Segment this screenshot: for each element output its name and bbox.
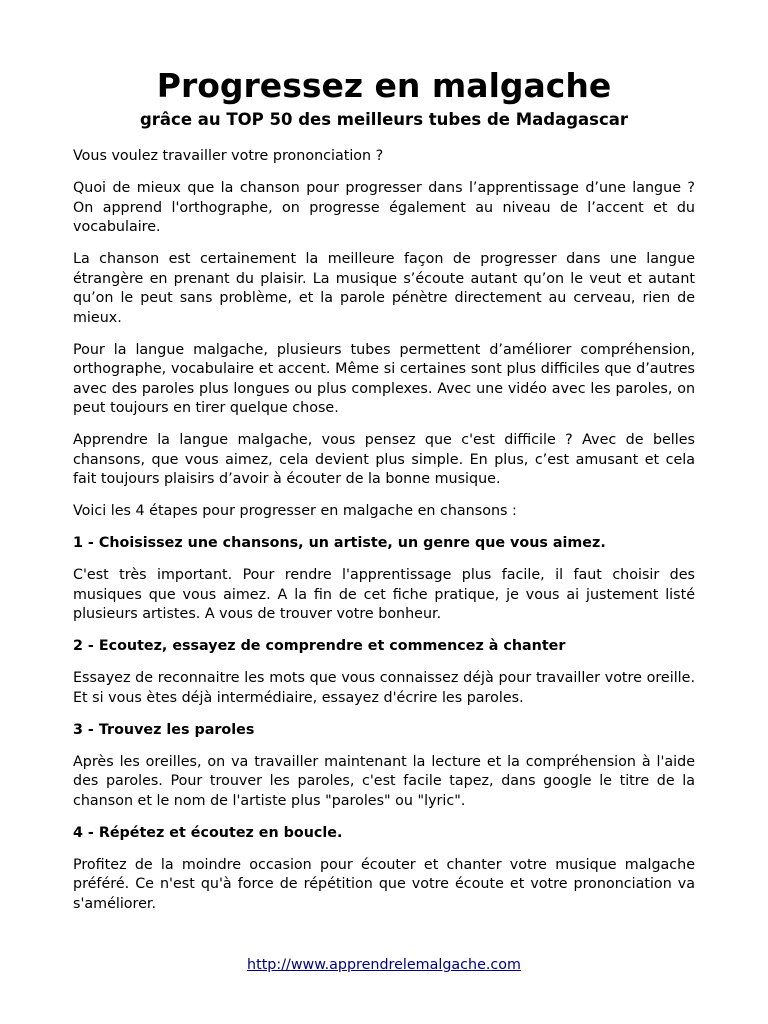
step-2-text: Essayez de reconnaitre les mots que vous connaissez déjà pour travailler votre oreille. Et si vous ètes déjà intermédiaire, essayez d'écrire les paroles. [73, 670, 695, 706]
page-title: Progressez en malgache [156, 66, 612, 105]
step-4-heading: 4 - Répétez et écoutez en boucle. [73, 824, 343, 841]
intro-paragraph-3: La chanson est certainement la meilleure façon de progresser dans une langue étrangère en prenant du plaisir. La musique s’écoute autant qu’on le veut et autant qu’on le peut sans problème, et la parole pénètre directement au cerveau, rien de mieux. [73, 251, 695, 326]
document-page [73, 62, 695, 927]
page-footer [0, 956, 768, 974]
step-3-text: Après les oreilles, on va travailler maintenant la lecture et la compréhension à l'aide des paroles. Pour trouver les paroles, c'est facile tapez, dans google le titre de la chanson et le nom de l'artiste plus "paroles" ou "lyric". [73, 753, 695, 809]
step-2-heading: 2 - Ecoutez, essayez de comprendre et commencez à chanter [73, 638, 566, 654]
intro-paragraph-2: Quoi de mieux que la chanson pour progresser dans l’apprentissage d’une langue ? On apprend l'orthographe, on progresse également au niveau de l’accent et du vocabulaire. [73, 180, 695, 235]
step-4-text: Profitez de la moindre occasion pour écouter et chanter votre musique malgache préféré. Ce n'est qu'à force de répétition que votre écoute et votre prononciation va s'améliorer. [73, 856, 695, 912]
intro-paragraph-4: Pour la langue malgache, plusieurs tubes permettent d’améliorer compréhension, orthographe, vocabulaire et accent. Même si certaines sont plus difficiles que d’autres avec des paroles plus longues ou plus complexes. Avec une vidéo avec les paroles, on peut toujours en tirer quelque chose. [73, 341, 695, 416]
intro-paragraph-1: Vous voulez travailler votre prononciation ? [73, 148, 384, 164]
step-3-heading: 3 - Trouvez les paroles [73, 721, 255, 738]
step-1-text: C'est très important. Pour rendre l'apprentissage plus facile, il faut choisir des musiques que vous aimez. A la fin de cet fiche pratique, je vous ai justement listé plusieurs artistes. A vous de trouver votre bonheur. [73, 567, 695, 622]
page-subtitle: grâce au TOP 50 des meilleurs tubes de Madagascar [139, 110, 629, 129]
steps-intro: Voici les 4 étapes pour progresser en malgache en chansons : [73, 503, 517, 519]
intro-paragraph-5: Apprendre la langue malgache, vous pensez que c'est difficile ? Avec de belles chansons, que vous aimez, cela devient plus simple. En plus, c’est amusant et cela fait toujours plaisirs d’avoir à écouter de la bonne musique. [73, 432, 695, 487]
footer-website-link[interactable]: http://www.apprendrelemalgache.com [247, 957, 521, 973]
step-1-heading: 1 - Choisissez une chansons, un artiste, un genre que vous aimez. [73, 535, 606, 551]
